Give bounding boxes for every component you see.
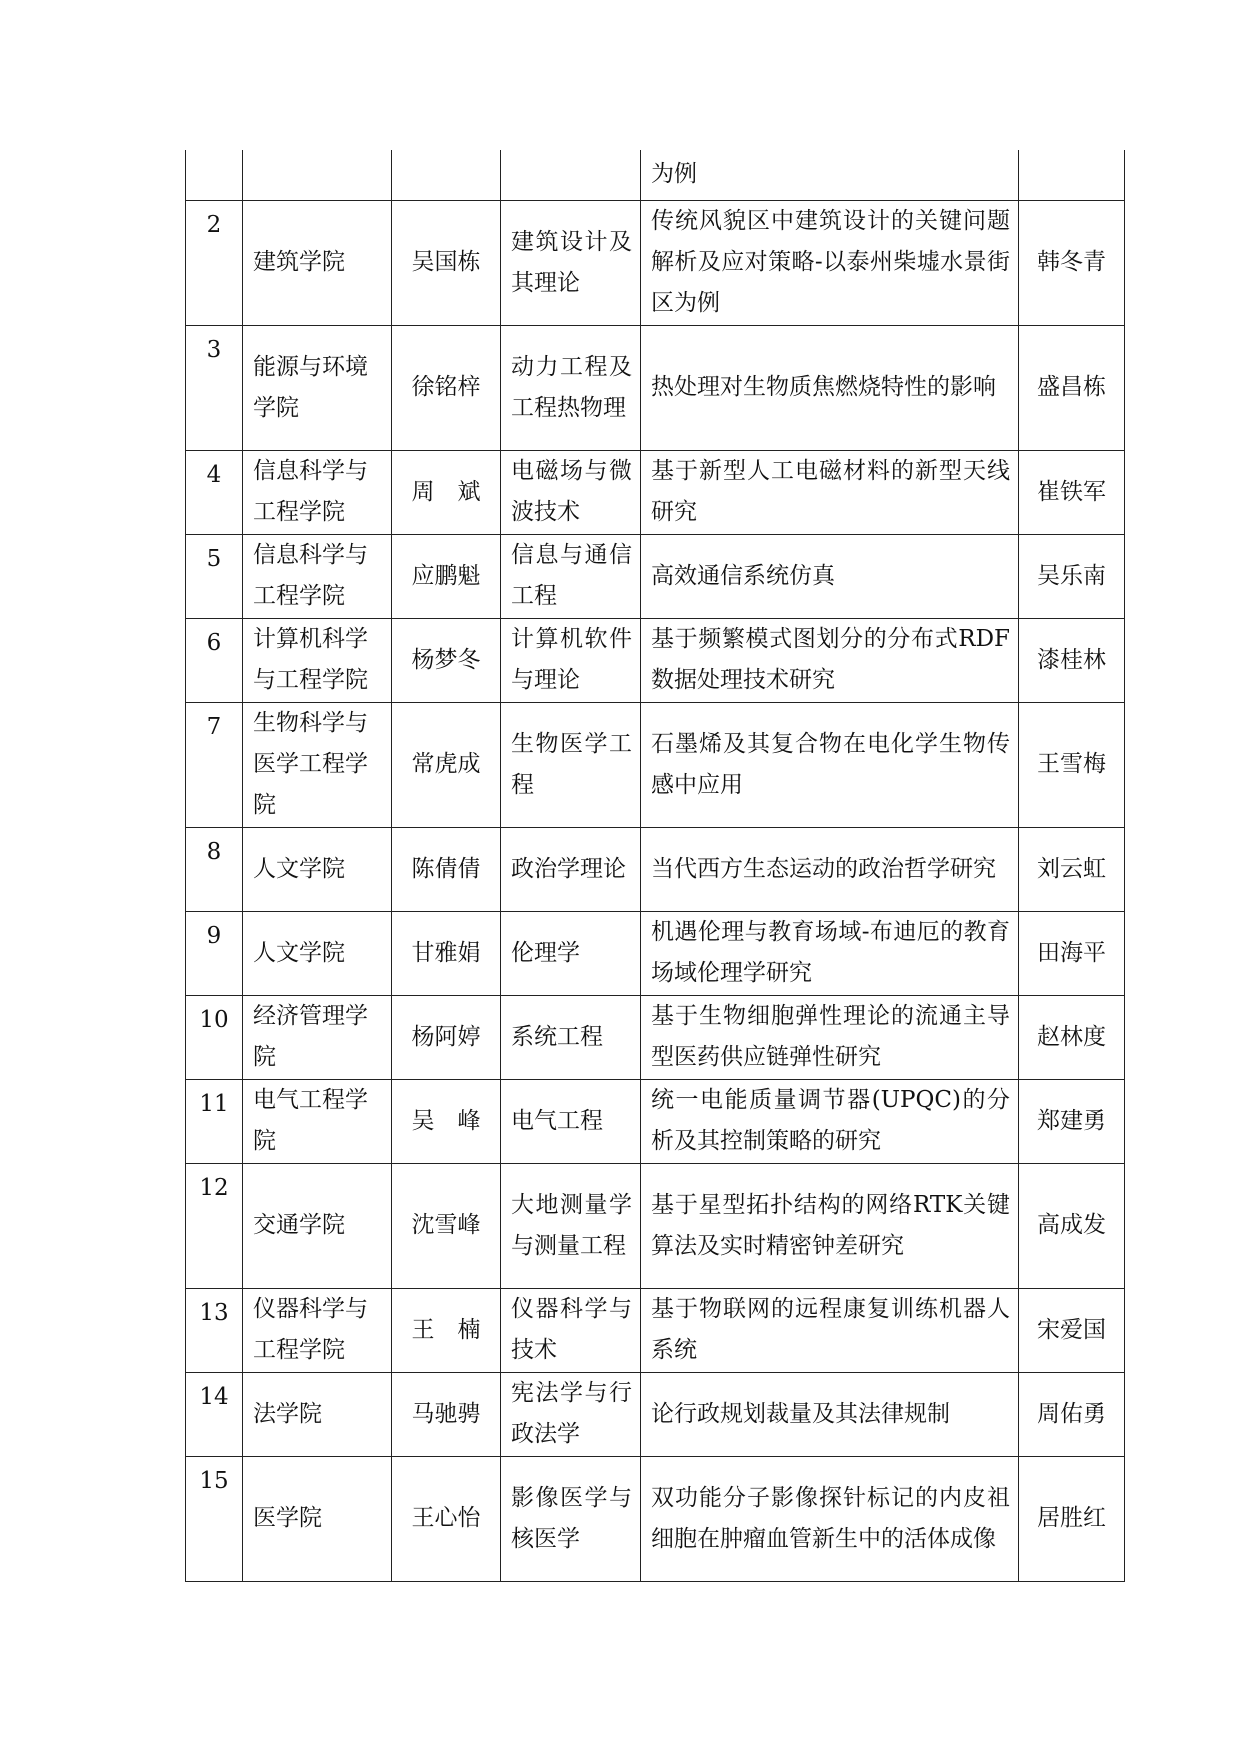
cell-supervisor [1019, 150, 1125, 200]
cell-major: 建筑设计及其理论 [501, 200, 641, 325]
cell-number: 8 [186, 827, 243, 911]
cell-supervisor: 赵林度 [1019, 995, 1125, 1079]
cell-number: 7 [186, 702, 243, 827]
cell-college: 仪器科学与工程学院 [243, 1288, 392, 1372]
cell-college: 信息科学与工程学院 [243, 534, 392, 618]
cell-title: 基于物联网的远程康复训练机器人系统 [641, 1288, 1019, 1372]
table-row [186, 325, 1125, 450]
cell-supervisor: 漆桂林 [1019, 618, 1125, 702]
cell-major: 动力工程及工程热物理 [501, 325, 641, 450]
cell-major: 宪法学与行政法学 [501, 1372, 641, 1456]
cell-name: 马驰骋 [392, 1372, 501, 1456]
cell-college [243, 150, 392, 200]
cell-supervisor: 郑建勇 [1019, 1079, 1125, 1163]
cell-number: 11 [186, 1079, 243, 1163]
table-row [186, 827, 1125, 911]
cell-major: 电磁场与微波技术 [501, 450, 641, 534]
table-row [186, 1163, 1125, 1288]
cell-number: 14 [186, 1372, 243, 1456]
cell-title: 基于星型拓扑结构的网络RTK关键算法及实时精密钟差研究 [641, 1163, 1019, 1288]
cell-name: 吴国栋 [392, 200, 501, 325]
cell-title: 基于频繁模式图划分的分布式RDF数据处理技术研究 [641, 618, 1019, 702]
cell-title: 传统风貌区中建筑设计的关键问题解析及应对策略-以泰州柴墟水景街区为例 [641, 200, 1019, 325]
cell-name: 甘雅娟 [392, 911, 501, 995]
cell-supervisor: 宋爱国 [1019, 1288, 1125, 1372]
table-row [186, 911, 1125, 995]
cell-college: 人文学院 [243, 911, 392, 995]
cell-number: 2 [186, 200, 243, 325]
table-row-continued [186, 150, 1125, 200]
cell-major: 生物医学工程 [501, 702, 641, 827]
cell-college: 生物科学与医学工程学院 [243, 702, 392, 827]
cell-college: 能源与环境学院 [243, 325, 392, 450]
table-row [186, 534, 1125, 618]
cell-college: 电气工程学院 [243, 1079, 392, 1163]
cell-major: 信息与通信工程 [501, 534, 641, 618]
cell-title: 基于新型人工电磁材料的新型天线研究 [641, 450, 1019, 534]
cell-major: 伦理学 [501, 911, 641, 995]
cell-number: 4 [186, 450, 243, 534]
cell-title: 统一电能质量调节器(UPQC)的分析及其控制策略的研究 [641, 1079, 1019, 1163]
cell-college: 交通学院 [243, 1163, 392, 1288]
cell-major [501, 150, 641, 200]
cell-title: 机遇伦理与教育场域-布迪厄的教育场域伦理学研究 [641, 911, 1019, 995]
cell-name: 杨梦冬 [392, 618, 501, 702]
table-row [186, 618, 1125, 702]
cell-supervisor: 韩冬青 [1019, 200, 1125, 325]
cell-number: 3 [186, 325, 243, 450]
cell-number: 6 [186, 618, 243, 702]
cell-number [186, 150, 243, 200]
award-table [185, 150, 1125, 1582]
cell-college: 经济管理学院 [243, 995, 392, 1079]
cell-title: 石墨烯及其复合物在电化学生物传感中应用 [641, 702, 1019, 827]
cell-college: 人文学院 [243, 827, 392, 911]
cell-title: 热处理对生物质焦燃烧特性的影响 [641, 325, 1019, 450]
cell-name: 杨阿婷 [392, 995, 501, 1079]
cell-number: 9 [186, 911, 243, 995]
cell-name: 王心怡 [392, 1456, 501, 1581]
cell-college: 法学院 [243, 1372, 392, 1456]
cell-name: 常虎成 [392, 702, 501, 827]
table-row [186, 1372, 1125, 1456]
cell-number: 5 [186, 534, 243, 618]
cell-major: 仪器科学与技术 [501, 1288, 641, 1372]
cell-name: 应鹏魁 [392, 534, 501, 618]
cell-supervisor: 刘云虹 [1019, 827, 1125, 911]
cell-college: 信息科学与工程学院 [243, 450, 392, 534]
cell-supervisor: 周佑勇 [1019, 1372, 1125, 1456]
table-row [186, 995, 1125, 1079]
cell-supervisor: 高成发 [1019, 1163, 1125, 1288]
cell-supervisor: 居胜红 [1019, 1456, 1125, 1581]
cell-supervisor: 王雪梅 [1019, 702, 1125, 827]
cell-name: 吴 峰 [392, 1079, 501, 1163]
cell-major: 政治学理论 [501, 827, 641, 911]
cell-title: 基于生物细胞弹性理论的流通主导型医药供应链弹性研究 [641, 995, 1019, 1079]
cell-major: 影像医学与核医学 [501, 1456, 641, 1581]
cell-name: 周 斌 [392, 450, 501, 534]
table-row [186, 450, 1125, 534]
cell-title: 为例 [641, 150, 1019, 200]
table-row [186, 702, 1125, 827]
cell-name: 徐铭梓 [392, 325, 501, 450]
table-row [186, 1079, 1125, 1163]
cell-college: 医学院 [243, 1456, 392, 1581]
cell-major: 系统工程 [501, 995, 641, 1079]
cell-major: 计算机软件与理论 [501, 618, 641, 702]
cell-number: 12 [186, 1163, 243, 1288]
cell-number: 10 [186, 995, 243, 1079]
cell-supervisor: 盛昌栋 [1019, 325, 1125, 450]
cell-major: 电气工程 [501, 1079, 641, 1163]
table-row [186, 1288, 1125, 1372]
cell-name: 王 楠 [392, 1288, 501, 1372]
cell-name [392, 150, 501, 200]
cell-supervisor: 崔铁军 [1019, 450, 1125, 534]
cell-major: 大地测量学与测量工程 [501, 1163, 641, 1288]
cell-title: 当代西方生态运动的政治哲学研究 [641, 827, 1019, 911]
table-row [186, 1456, 1125, 1581]
table-row [186, 200, 1125, 325]
cell-number: 15 [186, 1456, 243, 1581]
cell-college: 建筑学院 [243, 200, 392, 325]
cell-college: 计算机科学与工程学院 [243, 618, 392, 702]
cell-name: 沈雪峰 [392, 1163, 501, 1288]
cell-title: 高效通信系统仿真 [641, 534, 1019, 618]
cell-name: 陈倩倩 [392, 827, 501, 911]
table-body [186, 150, 1125, 1581]
cell-supervisor: 吴乐南 [1019, 534, 1125, 618]
cell-supervisor: 田海平 [1019, 911, 1125, 995]
cell-title: 论行政规划裁量及其法律规制 [641, 1372, 1019, 1456]
cell-number: 13 [186, 1288, 243, 1372]
cell-title: 双功能分子影像探针标记的内皮祖细胞在肿瘤血管新生中的活体成像 [641, 1456, 1019, 1581]
